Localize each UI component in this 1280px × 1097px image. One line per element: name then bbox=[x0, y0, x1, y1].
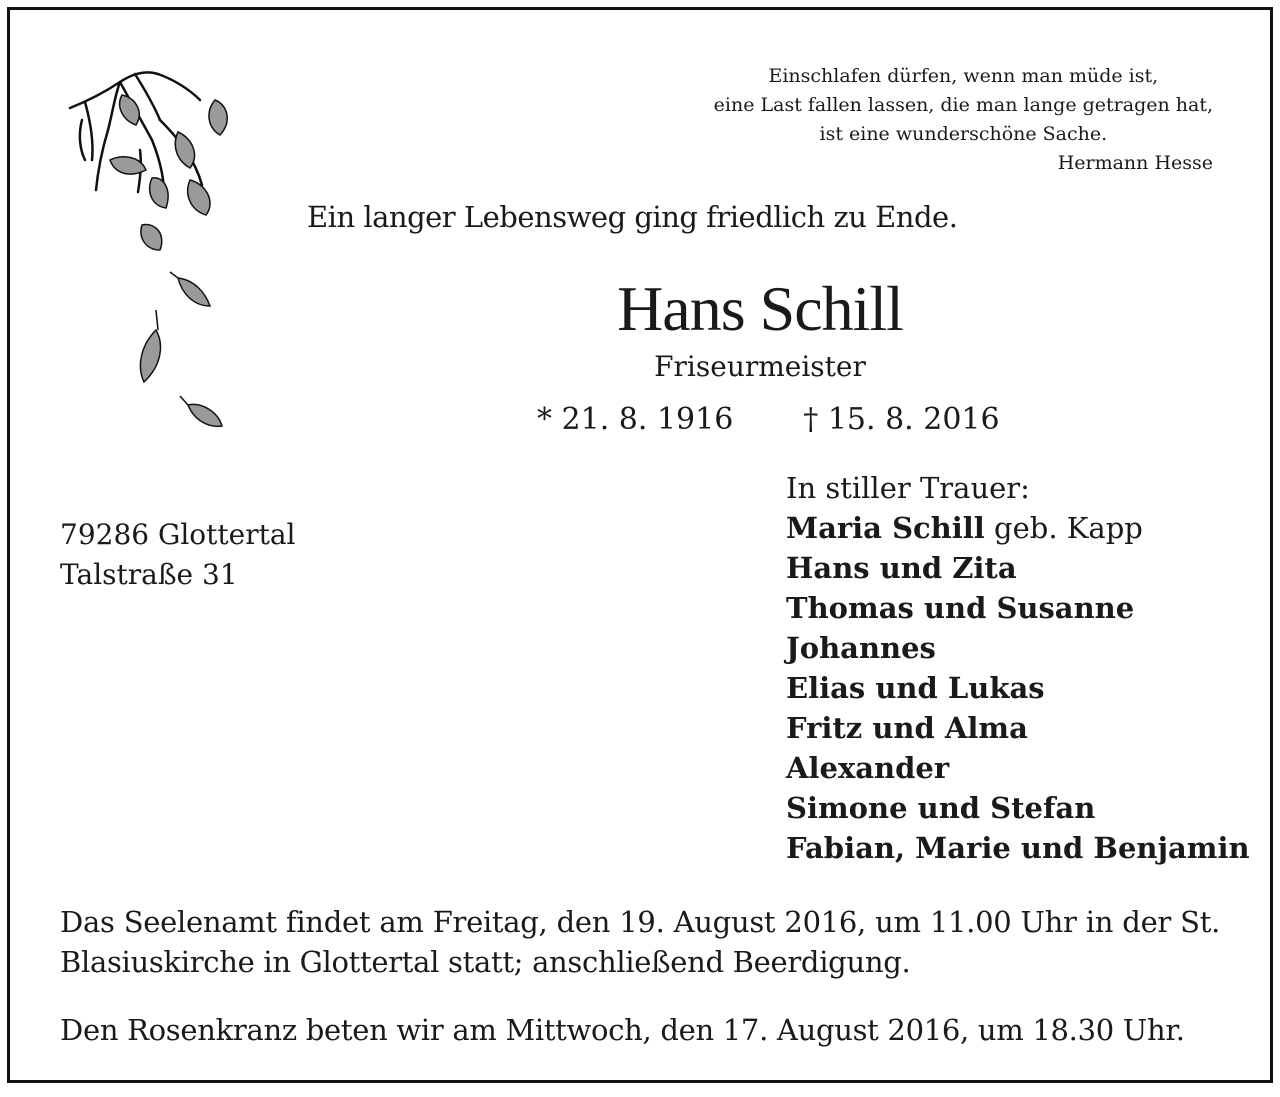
mourner-entry: Alexander bbox=[786, 751, 950, 785]
mourner-entry: Simone und Stefan bbox=[786, 791, 1096, 825]
address bbox=[60, 515, 296, 595]
birth-date: * 21. 8. 1916 bbox=[537, 402, 734, 437]
hesse-quote bbox=[714, 62, 1213, 178]
mourner-entry: Fabian, Marie und Benjamin bbox=[786, 831, 1250, 865]
rosary-notice: Den Rosenkranz beten wir am Mittwoch, den 17. August 2016, um 18.30 Uhr. bbox=[60, 1013, 1185, 1047]
birch-branch-icon bbox=[60, 60, 245, 440]
quote-line: Einschlafen dürfen, wenn man müde ist, bbox=[768, 65, 1159, 87]
quote-line: ist eine wunderschöne Sache. bbox=[819, 123, 1108, 145]
mourner-name: Maria Schill bbox=[786, 511, 985, 545]
mourner-entry bbox=[786, 508, 1250, 548]
mourner-note: geb. Kapp bbox=[984, 511, 1143, 545]
mourners-list bbox=[786, 468, 1250, 868]
mourner-entry: Fritz und Alma bbox=[786, 711, 1028, 745]
mourner-entry: Elias und Lukas bbox=[786, 671, 1045, 705]
mourners-heading: In stiller Trauer: bbox=[786, 471, 1030, 505]
intro-text: Ein langer Lebensweg ging friedlich zu Ende. bbox=[307, 200, 958, 234]
mourner-entry: Hans und Zita bbox=[786, 551, 1017, 585]
mourner-entry: Thomas und Susanne bbox=[786, 591, 1135, 625]
address-line: 79286 Glottertal bbox=[60, 518, 296, 551]
deceased-name: Hans Schill bbox=[617, 273, 903, 344]
quote-author: Hermann Hesse bbox=[1057, 152, 1213, 174]
quote-line: eine Last fallen lassen, die man lange getragen hat, bbox=[713, 94, 1213, 116]
life-dates bbox=[537, 402, 1000, 437]
deceased-profession: Friseurmeister bbox=[654, 350, 866, 383]
address-line: Talstraße 31 bbox=[60, 558, 238, 591]
funeral-notice: Das Seelenamt findet am Freitag, den 19. August 2016, um 11.00 Uhr in der St. Blasiuskirche in Glottertal statt; anschließend Beerdigung. bbox=[60, 905, 1220, 979]
mourner-entry: Johannes bbox=[786, 631, 936, 665]
obituary-notice bbox=[7, 7, 1273, 1083]
death-date: † 15. 8. 2016 bbox=[803, 402, 1000, 437]
